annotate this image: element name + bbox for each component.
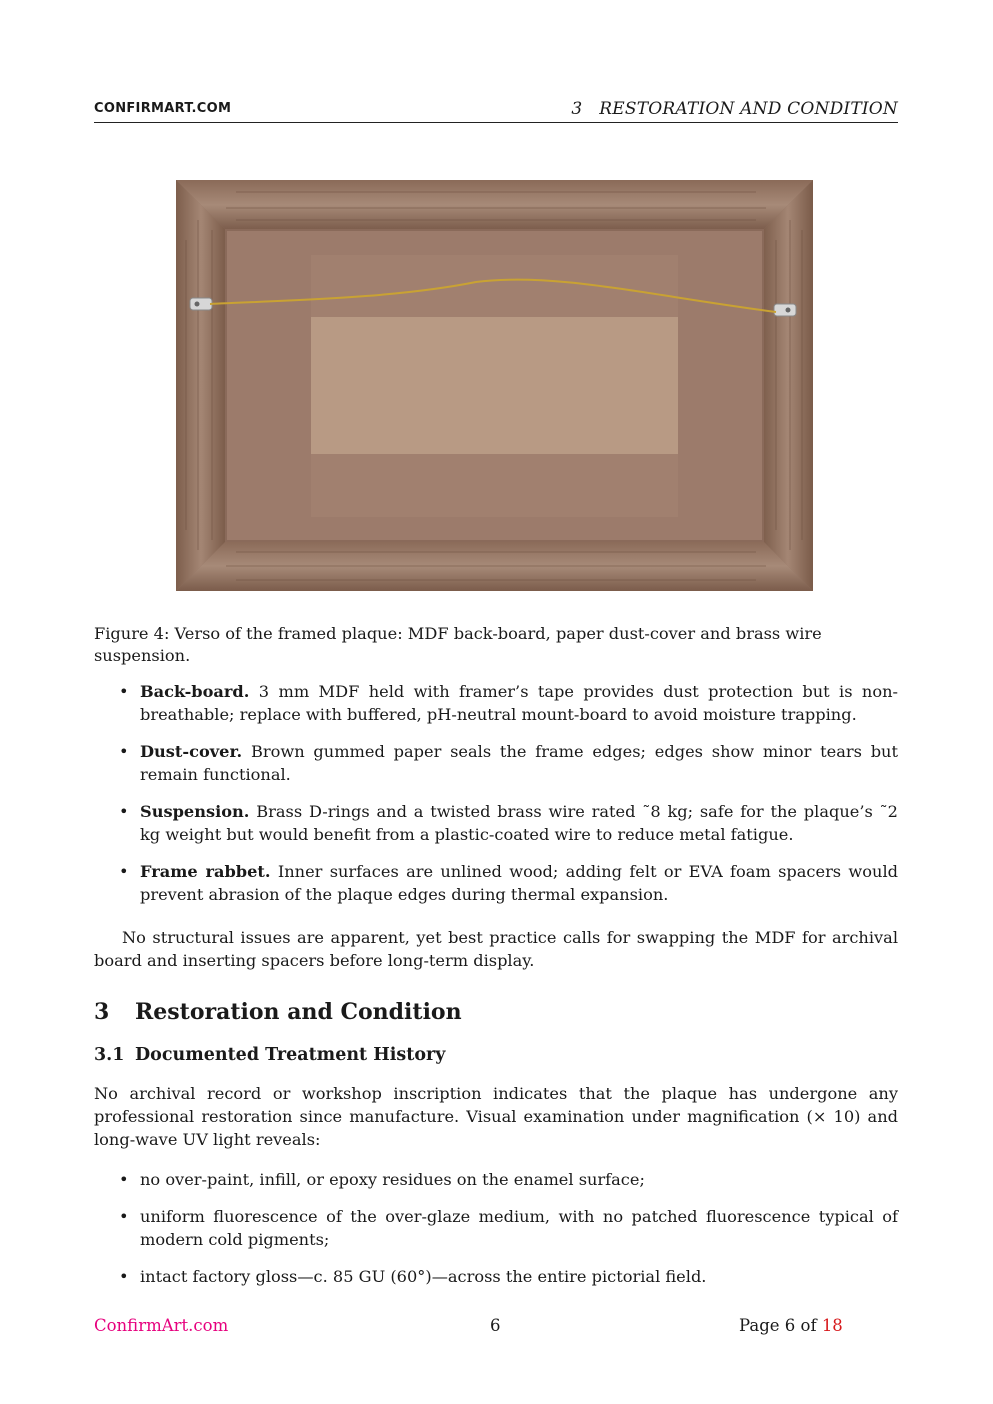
history-paragraph: No archival record or workshop inscription indicates that the plaque has undergone any professional restoration since manufacture. Visual examination under magnification (× 10) and long-wave UV light reveals: (94, 1084, 898, 1149)
list-item-term: Dust-cover. (140, 742, 243, 761)
section-heading (94, 999, 462, 1025)
header-running-title (571, 99, 898, 119)
footer-page-count (739, 1316, 843, 1335)
verso-notes-list (94, 680, 898, 906)
header-section-number: 3 (571, 99, 583, 119)
footer-site-link[interactable]: ConfirmArt.com (94, 1316, 229, 1335)
summary-paragraph: No structural issues are apparent, yet best practice calls for swapping the MDF for archival board and inserting spacers before long-term display. (94, 928, 898, 970)
subsection-title: Documented Treatment History (135, 1045, 446, 1065)
list-item (94, 800, 898, 846)
list-item-text: Brass D-rings and a twisted brass wire rated ˜8 kg; safe for the plaque’s ˜2 kg weight but would benefit from a plastic-coated wire to reduce metal fatigue. (140, 802, 898, 844)
header-rule (94, 122, 898, 123)
footer-page-label: Page 6 of (739, 1316, 817, 1335)
list-item-text: 3 mm MDF held with framer’s tape provides dust protection but is non-breathable; replace with buffered, pH-neutral mount-board to avoid moisture trapping. (140, 682, 898, 724)
list-item: • no over-paint, infill, or epoxy residues on the enamel surface; (94, 1168, 898, 1191)
footer-page-number: 6 (490, 1316, 501, 1335)
header-site-logo: CONFIRMART.COM (94, 101, 232, 116)
list-item-term: Frame rabbet. (140, 862, 271, 881)
list-item-text: Brown gummed paper seals the frame edges; edges show minor tears but remain functional. (140, 742, 898, 784)
list-item (94, 860, 898, 906)
list-item-term: Suspension. (140, 802, 250, 821)
list-item-term: Back-board. (140, 682, 250, 701)
list-item-text: Inner surfaces are unlined wood; adding felt or EVA foam spacers would prevent abrasion of the plaque edges during thermal expansion. (140, 862, 898, 904)
subsection-heading (94, 1045, 445, 1065)
subsection-number: 3.1 (94, 1045, 125, 1065)
list-item (94, 740, 898, 786)
section-number: 3 (94, 999, 110, 1025)
list-item: • intact factory gloss—c. 85 GU (60°)—across the entire pictorial field. (94, 1265, 898, 1288)
footer-total-pages-link[interactable]: 18 (821, 1316, 843, 1335)
findings-list (94, 1168, 898, 1288)
list-item (94, 680, 898, 726)
header-section-title: RESTORATION AND CONDITION (599, 99, 898, 119)
verso-photo (176, 180, 813, 591)
figure-caption: Figure 4: Verso of the framed plaque: MDF back-board, paper dust-cover and brass wire suspension. (94, 624, 822, 665)
section-title: Restoration and Condition (135, 999, 462, 1025)
list-item: • uniform fluorescence of the over-glaze medium, with no patched fluorescence typical of modern cold pigments; (94, 1205, 898, 1251)
